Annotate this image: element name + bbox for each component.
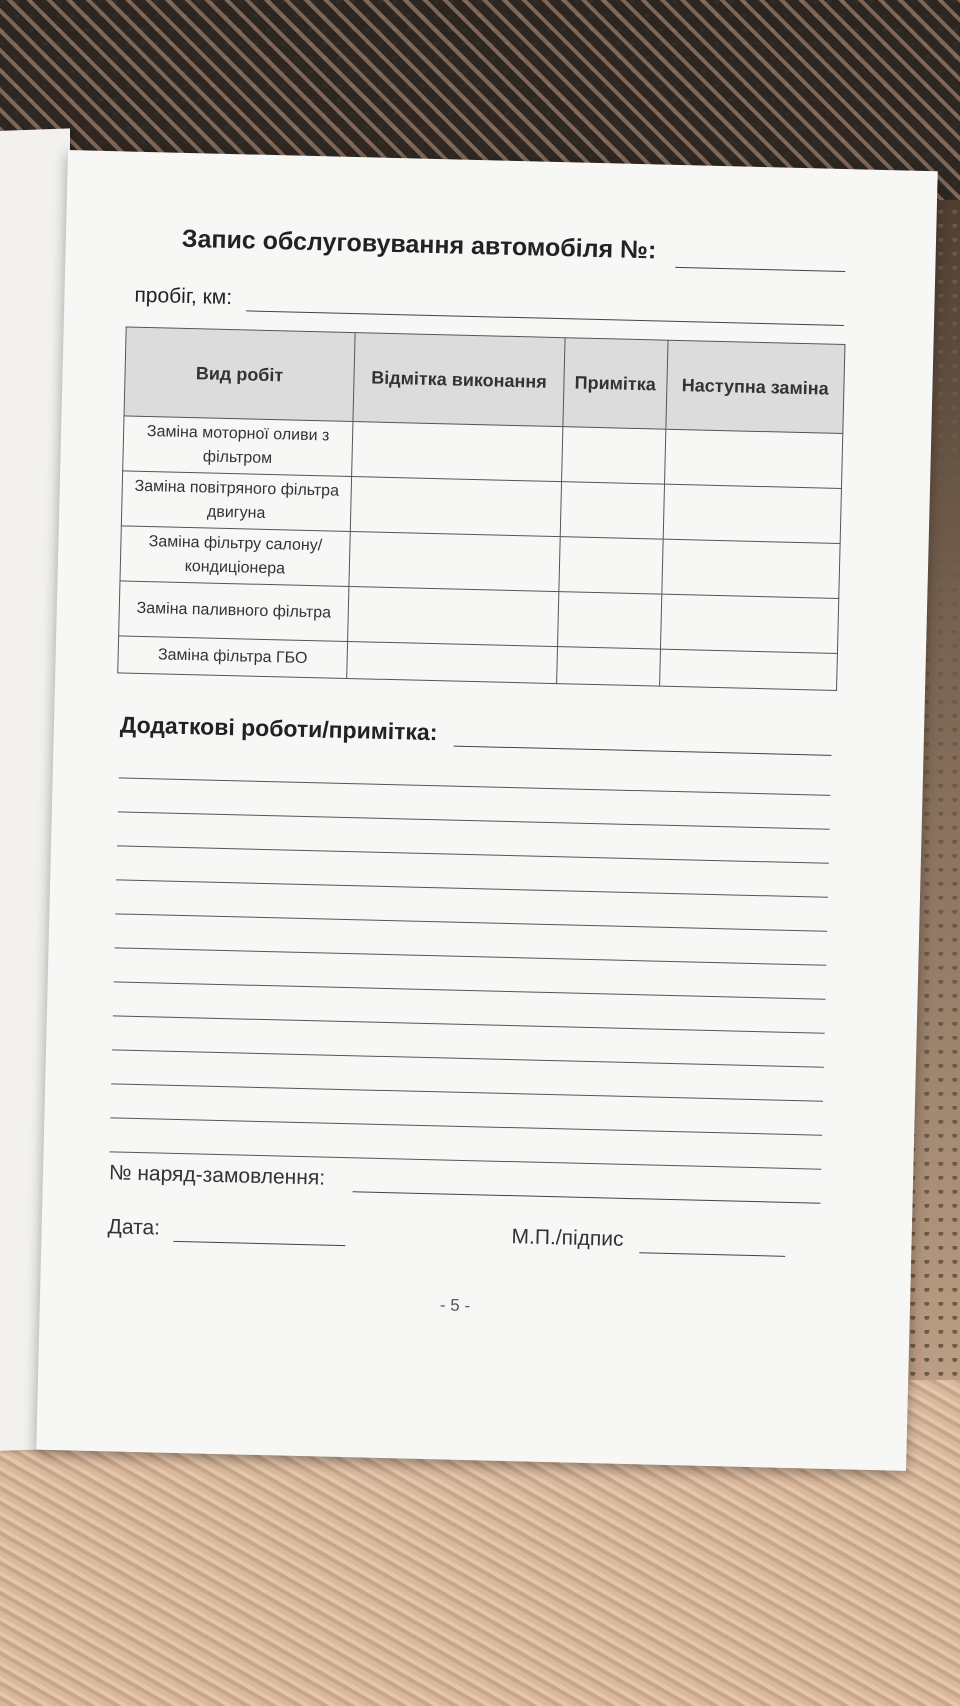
page-number: - 5 -: [439, 1295, 471, 1316]
table-cell: [347, 641, 558, 683]
note-line: [111, 1083, 823, 1101]
work-type-cell: Заміна моторної оливи з фільтром: [123, 416, 353, 477]
table-cell: [659, 649, 837, 690]
table-cell: [559, 537, 663, 594]
note-line: [119, 777, 831, 795]
table-cell: [562, 427, 666, 484]
vehicle-number-line: [675, 267, 845, 272]
note-line: [115, 913, 827, 931]
page-title: Запис обслуговування автомобіля №:: [181, 224, 657, 265]
header-next-replacement: Наступна заміна: [665, 340, 845, 433]
mileage-line: [246, 310, 844, 326]
work-type-cell: Заміна фільтра ГБО: [118, 636, 348, 679]
table-cell: [352, 422, 563, 482]
table-header-row: [124, 327, 845, 434]
table-cell: [560, 482, 664, 539]
note-line: [118, 811, 830, 829]
date-label: Дата:: [107, 1215, 161, 1240]
header-work-type: Вид робіт: [124, 327, 355, 422]
extra-works-label: Додаткові роботи/примітка:: [119, 711, 438, 746]
extra-works-line: [454, 746, 832, 756]
work-type-cell: Заміна повітряного фільтра двигуна: [121, 471, 351, 532]
note-line: [117, 845, 829, 863]
work-order-label: № наряд-замовлення:: [108, 1161, 326, 1190]
header-completion-mark: Відмітка виконання: [353, 333, 565, 427]
note-line: [113, 1015, 825, 1033]
note-line: [112, 1049, 824, 1067]
note-line: [115, 947, 827, 965]
table-cell: [664, 429, 843, 488]
work-type-cell: Заміна паливного фільтра: [119, 581, 349, 642]
stamp-signature-label: М.П./підпис: [511, 1225, 624, 1251]
note-line: [110, 1117, 822, 1135]
work-type-cell: Заміна фільтру салону/кондиціонера: [120, 526, 350, 587]
table-cell: [557, 647, 660, 686]
table-cell: [350, 477, 561, 537]
header-note: Примітка: [563, 338, 668, 429]
mileage-label: пробіг, км:: [134, 283, 233, 310]
service-table: [117, 326, 845, 690]
table-cell: [661, 539, 840, 598]
table-cell: [663, 484, 842, 543]
table-cell: [558, 592, 662, 649]
date-line: [173, 1241, 345, 1246]
table-cell: [660, 594, 839, 653]
table-cell: [348, 586, 559, 646]
work-order-line: [353, 1191, 821, 1203]
table-cell: [349, 532, 560, 592]
signature-line: [639, 1252, 785, 1257]
note-line: [114, 981, 826, 999]
note-line: [116, 879, 828, 897]
booklet-page: [36, 150, 938, 1471]
